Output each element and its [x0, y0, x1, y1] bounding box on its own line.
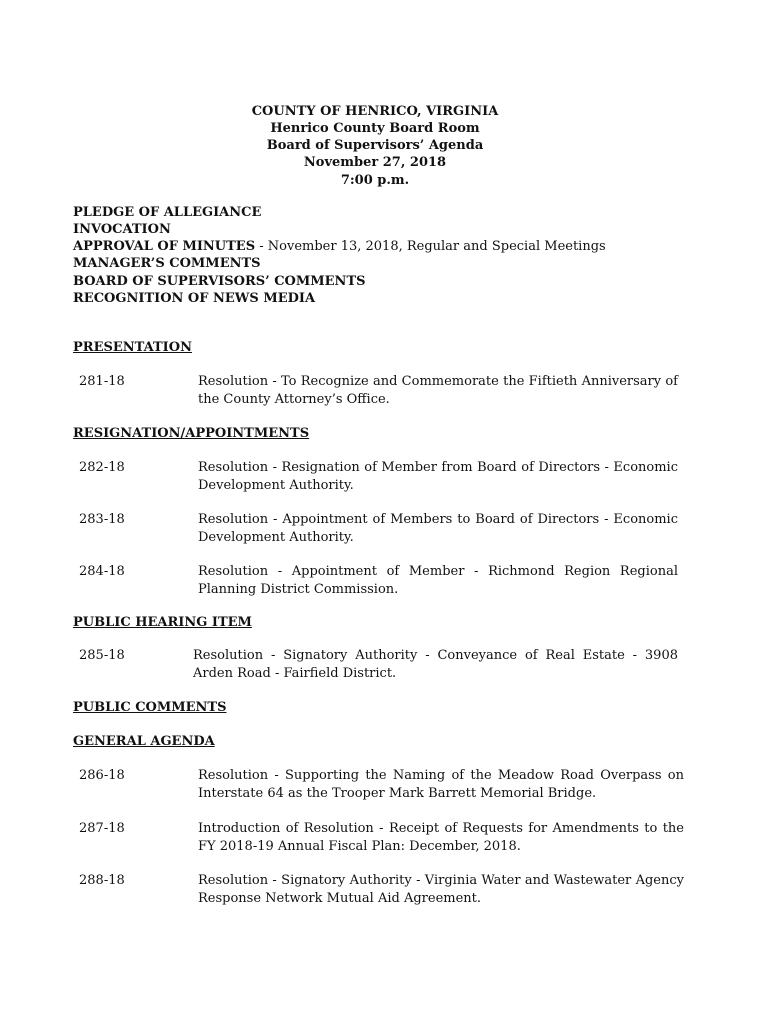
item-description: Resolution - To Recognize and Commemorate the Fiftieth Anniversary of the County Attorney’s Office. — [198, 374, 678, 407]
item-description: Resolution - Signatory Authority - Virginia Water and Wastewater Agency Response Network Mutual Aid Agreement. — [198, 873, 684, 906]
board-room: Henrico County Board Room — [270, 121, 480, 136]
meeting-time: 7:00 p.m. — [340, 173, 410, 188]
section-public-hearing: PUBLIC HEARING ITEM — [73, 615, 252, 630]
item-description: Resolution - Resignation of Member from Board of Directors - Economic Development Authority. — [198, 460, 678, 493]
pledge-of-allegiance: PLEDGE OF ALLEGIANCE — [73, 205, 262, 220]
county-title: COUNTY OF HENRICO, VIRGINIA — [251, 104, 499, 119]
item-description: Introduction of Resolution - Receipt of Requests for Amendments to the FY 2018-19 Annual Fiscal Plan: December, 2018. — [198, 821, 684, 854]
item-description: Resolution - Appointment of Member - Richmond Region Regional Planning District Commission. — [198, 564, 678, 597]
item-number: 283-18 — [79, 512, 125, 527]
item-description: Resolution - Signatory Authority - Conveyance of Real Estate - 3908 Arden Road - Fairfield District. — [193, 648, 678, 681]
news-media-recognition: RECOGNITION OF NEWS MEDIA — [73, 291, 316, 306]
item-number: 288-18 — [79, 873, 125, 888]
invocation: INVOCATION — [73, 222, 171, 237]
minutes-label: APPROVAL OF MINUTES — [73, 239, 256, 254]
section-presentation: PRESENTATION — [73, 340, 192, 355]
meeting-date: November 27, 2018 — [303, 155, 447, 170]
section-general-agenda: GENERAL AGENDA — [73, 734, 215, 749]
agenda-title: Board of Supervisors’ Agenda — [266, 138, 484, 153]
item-number: 284-18 — [79, 564, 125, 579]
minutes-detail: - November 13, 2018, Regular and Special Meetings — [255, 239, 606, 254]
managers-comments: MANAGER’S COMMENTS — [73, 256, 261, 271]
item-number: 281-18 — [79, 374, 125, 389]
approval-of-minutes — [73, 238, 606, 255]
section-resignation-appointments: RESIGNATION/APPOINTMENTS — [73, 426, 310, 441]
item-number: 287-18 — [79, 821, 125, 836]
item-description: Resolution - Appointment of Members to Board of Directors - Economic Development Authority. — [198, 512, 678, 545]
item-number: 285-18 — [79, 648, 125, 663]
section-public-comments: PUBLIC COMMENTS — [73, 700, 227, 715]
item-number: 286-18 — [79, 768, 125, 783]
item-number: 282-18 — [79, 460, 125, 475]
board-comments: BOARD OF SUPERVISORS’ COMMENTS — [73, 274, 366, 289]
item-description: Resolution - Supporting the Naming of the Meadow Road Overpass on Interstate 64 as the Trooper Mark Barrett Memorial Bridge. — [198, 768, 684, 801]
